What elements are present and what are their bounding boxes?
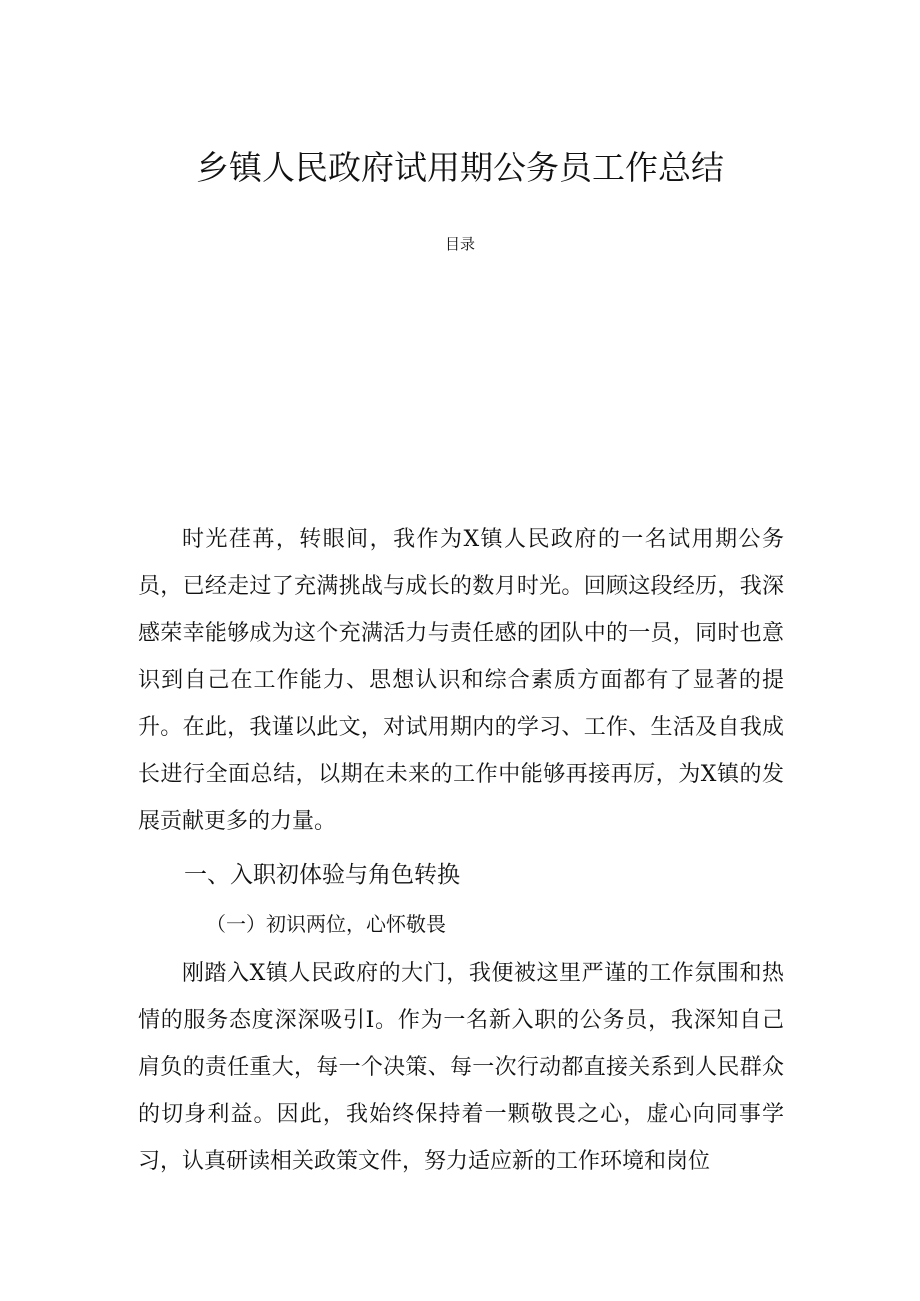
body-paragraph: 刚踏入X镇人民政府的大门，我便被这里严谨的工作氛围和热情的服务态度深深吸引I。作为一名新入职的公务员，我深知自己肩负的责任重大，每一个决策、每一次行动都直接关系到人民群众的切身利益。因此，我始终保持着一颗敬畏之心，虚心向同事学习，认真研读相关政策文件，努力适应新的工作环境和岗位 (138, 961, 784, 1174)
section-heading: 一、入职初体验与角色转换 (184, 862, 460, 888)
subsection-heading: （一）初识两位，心怀敬畏 (206, 912, 446, 936)
intro-paragraph: 时光荏苒，转眼间，我作为X镇人民政府的一名试用期公务员，已经走过了充满挑战与成长的数月时光。回顾这段经历，我深感荣幸能够成为这个充满活力与责任感的团队中的一员，同时也意识到自己在工作能力、思想认识和综合素质方面都有了显著的提升。在此，我谨以此文，对试用期内的学习、工作、生活及自我成长进行全面总结，以期在未来的工作中能够再接再厉，为X镇的发展贡献更多的力量。 (138, 527, 784, 834)
document-title: 乡镇人民政府试用期公务员工作总结 (196, 148, 724, 187)
toc-label: 目录 (444, 235, 475, 253)
